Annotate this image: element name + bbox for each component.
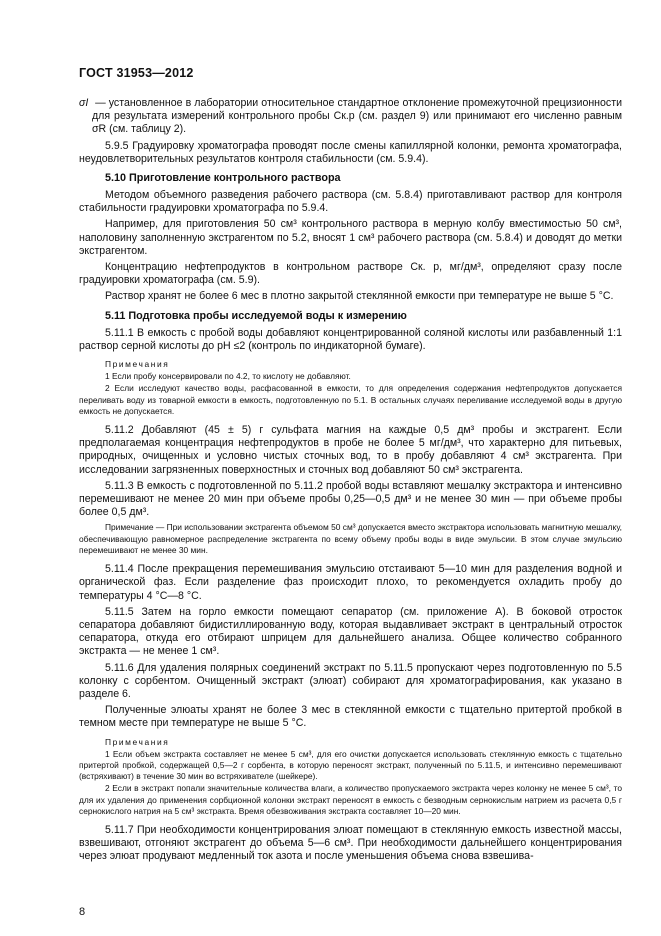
paragraph-text: — установленное в лаборатории относительное стандартное отклонение промежуточной прецизионности для результата измерений контрольного пробы Cк.р (см. раздел 9) или принимают его численно равным σR (см. таблицу 2). (92, 97, 622, 136)
section-heading: 5.10 Приготовление контрольного раствора (105, 172, 341, 185)
paragraph: 5.11.3 В емкость с подготовленной по 5.11.2 пробой воды вставляют мешалку экстрактора и интенсивно перемешивают не менее 20 мин при объеме пробы 0,25—0,5 дм³ и не менее 30 мин — при объеме пробы более 0,5 дм³. (79, 479, 622, 519)
paragraph: 5.9.5 Градуировку хроматографа проводят после смены капиллярной колонки, ремонта хроматографа, неудовлетворительных результатов контроля стабильности (см. 5.9.4). (79, 139, 622, 165)
section-heading: 5.11 Подготовка пробы исследуемой воды к измерению (105, 309, 407, 322)
paragraph: Концентрацию нефтепродуктов в контрольном растворе Cк. р, мг/дм³, определяют сразу после градуировки хроматографа (см. 5.9). (79, 261, 622, 287)
note-paragraph: 1 Если пробу консервировали по 4.2, то кислоту не добавляют. (105, 371, 351, 382)
paragraph: 5.11.7 При необходимости концентрирования элюат помещают в стеклянную емкость известной массы, взвешивают, отгоняют экстрагент до объема 5—6 см³. При необходимости дальнейшего концентрирования через элюат продувают медленный ток азота и после уменьшения объема снова взвешива- (79, 823, 622, 863)
paragraph: 5.11.5 Затем на горло емкости помещают сепаратор (см. приложение А). В боковой отросток сепаратора добавляют бидистиллированную воду, которая выдавливает экстракт в центральный отросток сепаратора, откуда его отбирают шприцем для дальнейшего анализа. Общее количество собранного экстракта — не менее 1 см³. (79, 605, 622, 658)
paragraph: Полученные элюаты хранят не более 3 мес в стеклянной емкости с тщательно притертой пробкой в темном месте при температуре не выше 5 °С. (79, 704, 622, 730)
page-number: 8 (79, 906, 86, 918)
paragraph: Например, для приготовления 50 см³ контрольного раствора в мерную колбу вместимостью 50 см³, наполовину заполненную экстрагентом по 5.2, вносят 1 см³ рабочего раствора (см. 5.8.4) и доводят до метки экстрагентом. (79, 218, 622, 257)
document-body (79, 97, 622, 867)
note-paragraph: Примечание — При использовании экстрагента объемом 50 см³ допускается вместо экстрактора использовать магнитную мешалку, обеспечивающую равномерное распределение экстрагента по всему объему пробы воды в виде эмульсии. В этом случае эмульсию перемешивают не менее 30 мин. (79, 522, 622, 555)
note-paragraph: 2 Если исследуют качество воды, расфасованной в емкости, то для определения содержания нефтепродуктов допускается переливать воду из товарной емкости в емкость, подготовленную по 5.1. В остальных случаях переливание исследуемой воды в другую емкость не допускается. (79, 383, 622, 416)
sigma-symbol: σI (79, 97, 89, 109)
paragraph: 5.11.6 Для удаления полярных соединений экстракт по 5.11.5 пропускают через подготовленную по 5.5 колонку с сорбентом. Очищенный экстракт (элюат) собирают для хроматографирования, как указано в разделе 6. (79, 661, 622, 700)
notes-title: Примечания (105, 736, 170, 747)
paragraph: 5.11.1 В емкость с пробой воды добавляют концентрированной соляной кислоты или разбавленный 1:1 раствор серной кислоты до pH ≤2 (контроль по индикаторной бумаге). (79, 326, 622, 352)
notes-title: Примечания (105, 359, 170, 370)
note-paragraph: 2 Если в экстракт попали значительные количества влаги, а количество пропускаемого экстракта через колонку не менее 5 см³, то для их удаления до применения сорбционной колонки экстракт переносят в емкость с безводным сернокислым натрием из расчета 0,5 г сернокислого натрия на 5 см³ экстракта. Время обезвоживания экстракта составляет 10—20 мин. (79, 783, 622, 816)
paragraph: 5.11.4 После прекращения перемешивания эмульсию отстаивают 5—10 мин для разделения водной и органической фаз. Если разделение фаз происходит плохо, то рекомендуется охладить пробу до температуры 4 °С—8 °С. (79, 563, 622, 602)
document-header: ГОСТ 31953—2012 (79, 66, 194, 80)
paragraph: 5.11.2 Добавляют (45 ± 5) г сульфата магния на каждые 0,5 дм³ пробы и экстрагент. Если предполагаемая концентрация нефтепродуктов в пробе не более 5 мг/дм³, что характерно для питьевых, природных, очищенных и условно чистых сточных вод, то в пробу добавляют 4 см³ экстрагента. При исследовании загрязненных поверхностных и сточных вод добавляют 50 см³ экстрагента. (79, 424, 622, 476)
paragraph: Раствор хранят не более 6 мес в плотно закрытой стеклянной емкости при температуре не выше 5 °С. (105, 290, 614, 303)
note-paragraph: 1 Если объем экстракта составляет не менее 5 см³, для его очистки допускается использовать стеклянную емкость с тщательно притертой пробкой, содержащей 0,5—2 г сорбента, в которую переносят экстракт, полученный по 5.11.5, и интенсивно перемешивают (встряхивают) в течение 30 мин во встряхивателе (шейкере). (79, 748, 622, 782)
paragraph: Методом объемного разведения рабочего раствора (см. 5.8.4) приготавливают раствор для контроля стабильности градуировки хроматографа по 5.9.4. (79, 189, 622, 215)
paragraph (79, 97, 622, 137)
